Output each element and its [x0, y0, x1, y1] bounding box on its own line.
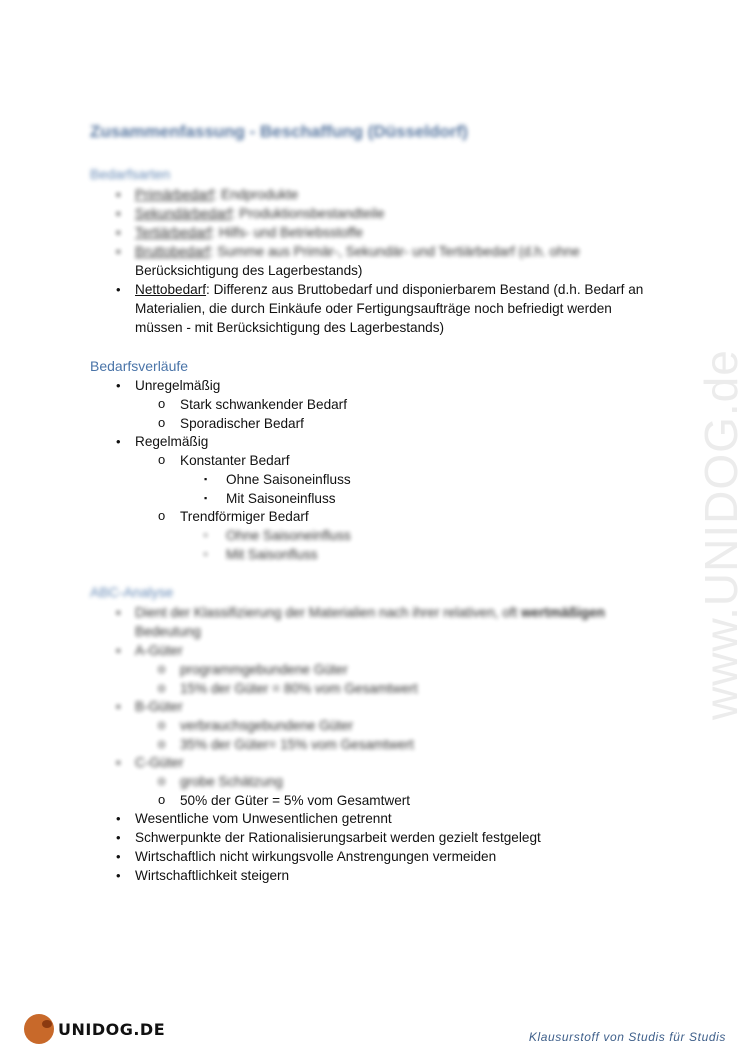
bullet-icon: • — [116, 206, 121, 221]
bullet-icon: • — [116, 868, 121, 883]
circle-bullet-icon: o — [158, 661, 166, 676]
list-item: verbrauchsgebundene Güter — [180, 718, 354, 733]
circle-bullet-icon: o — [158, 415, 166, 430]
term-label: Nettobedarf — [135, 282, 207, 297]
list-item: Regelmäßig — [135, 434, 209, 449]
item-text: Dient der Klassifizierung der Materialien nach ihrer relativen, oft — [135, 605, 518, 620]
list-item: Wesentliche vom Unwesentlichen getrennt — [135, 811, 392, 826]
circle-bullet-icon: o — [158, 773, 166, 788]
item-text: : Summe aus Primär-, Sekundär- und Tertiärbedarf (d.h. ohne — [209, 244, 580, 259]
bullet-icon: • — [116, 830, 121, 845]
circle-bullet-icon: o — [158, 736, 166, 751]
list-item: Wirtschaftlichkeit steigern — [135, 868, 290, 883]
circle-bullet-icon: o — [158, 717, 166, 732]
list-item: grobe Schätzung — [180, 774, 283, 789]
list-item: 15% der Güter = 80% vom Gesamtwert — [180, 681, 418, 696]
bullet-icon: • — [116, 187, 121, 202]
list-item: 50% der Güter = 5% vom Gesamtwert — [180, 793, 411, 808]
list-item: Ohne Saisoneinfluss — [226, 472, 351, 487]
list-item — [135, 281, 643, 299]
list-item: Mit Saisoneinfluss — [226, 491, 336, 506]
bullet-icon: • — [116, 378, 121, 393]
bullet-icon: • — [116, 605, 121, 620]
bullet-icon: • — [116, 244, 121, 259]
square-bullet-icon: ▪ — [204, 549, 208, 559]
dog-mascot-icon — [24, 1014, 54, 1044]
item-text: : Endprodukte — [213, 187, 299, 202]
page-title: Zusammenfassung - Beschaffung (Düsseldorf) — [90, 122, 468, 141]
section-heading-bedarfsarten: Bedarfsarten — [90, 166, 171, 182]
list-item: programmgebundene Güter — [180, 662, 348, 677]
list-item: Stark schwankender Bedarf — [180, 397, 347, 412]
list-item: Unregelmäßig — [135, 378, 221, 393]
bullet-icon: • — [116, 811, 121, 826]
bullet-icon: • — [116, 434, 121, 449]
list-item: 35% der Güter= 15% vom Gesamtwert — [180, 737, 414, 752]
term-label: Sekundärbedarf — [135, 206, 232, 221]
list-item-continuation: Bedeutung — [135, 624, 201, 639]
list-item — [135, 243, 580, 261]
list-item — [135, 186, 298, 204]
watermark: www.UNIDOG.de — [695, 349, 747, 720]
square-bullet-icon: ▪ — [204, 493, 208, 503]
square-bullet-icon: ▪ — [204, 530, 208, 540]
list-item: Ohne Saisoneinfluss — [226, 528, 351, 543]
circle-bullet-icon: o — [158, 680, 166, 695]
list-item: B-Güter — [135, 699, 183, 714]
list-item: C-Güter — [135, 755, 184, 770]
list-item — [135, 205, 384, 223]
item-text: : Differenz aus Bruttobedarf und disponierbarem Bestand (d.h. Bedarf an — [206, 282, 644, 297]
section-heading-bedarfsverlaeufe: Bedarfsverläufe — [90, 358, 189, 374]
list-item-continuation: müssen - mit Berücksichtigung des Lagerbestands) — [135, 320, 445, 335]
section-heading-abc-analyse: ABC-Analyse — [90, 584, 174, 600]
bullet-icon: • — [116, 225, 121, 240]
list-item: Mit Saisonfluss — [226, 547, 318, 562]
item-text: : Produktionsbestandteile — [231, 206, 385, 221]
list-item: Trendförmiger Bedarf — [180, 509, 309, 524]
square-bullet-icon: ▪ — [204, 474, 208, 484]
bullet-icon: • — [116, 755, 121, 770]
list-item — [135, 224, 363, 242]
list-item: A-Güter — [135, 643, 183, 658]
term-label: Primärbedarf — [135, 187, 214, 202]
bullet-icon: • — [116, 282, 121, 297]
list-item: Sporadischer Bedarf — [180, 416, 304, 431]
list-item-continuation: Berücksichtigung des Lagerbestands) — [135, 263, 363, 278]
circle-bullet-icon: o — [158, 792, 166, 807]
footer-tagline: Klausurstoff von Studis für Studis — [528, 1030, 726, 1044]
circle-bullet-icon: o — [158, 452, 166, 467]
logo-text: UNIDOG.DE — [58, 1019, 166, 1039]
bullet-icon: • — [116, 849, 121, 864]
term-label: Bruttobedarf — [135, 244, 210, 259]
circle-bullet-icon: o — [158, 508, 166, 523]
bullet-icon: • — [116, 699, 121, 714]
list-item — [135, 604, 605, 622]
item-text-bold: wertmäßigen — [521, 605, 605, 620]
list-item: Wirtschaftlich nicht wirkungsvolle Anstrengungen vermeiden — [135, 849, 497, 864]
item-text: : Hilfs- und Betriebsstoffe — [211, 225, 363, 240]
term-label: Tertiärbedarf — [135, 225, 212, 240]
circle-bullet-icon: o — [158, 396, 166, 411]
list-item-continuation: Materialien, die durch Einkäufe oder Fertigungsaufträge noch befriedigt werden — [135, 301, 612, 316]
list-item: Konstanter Bedarf — [180, 453, 290, 468]
list-item: Schwerpunkte der Rationalisierungsarbeit werden gezielt festgelegt — [135, 830, 541, 845]
bullet-icon: • — [116, 643, 121, 658]
footer-logo[interactable] — [24, 1014, 165, 1044]
